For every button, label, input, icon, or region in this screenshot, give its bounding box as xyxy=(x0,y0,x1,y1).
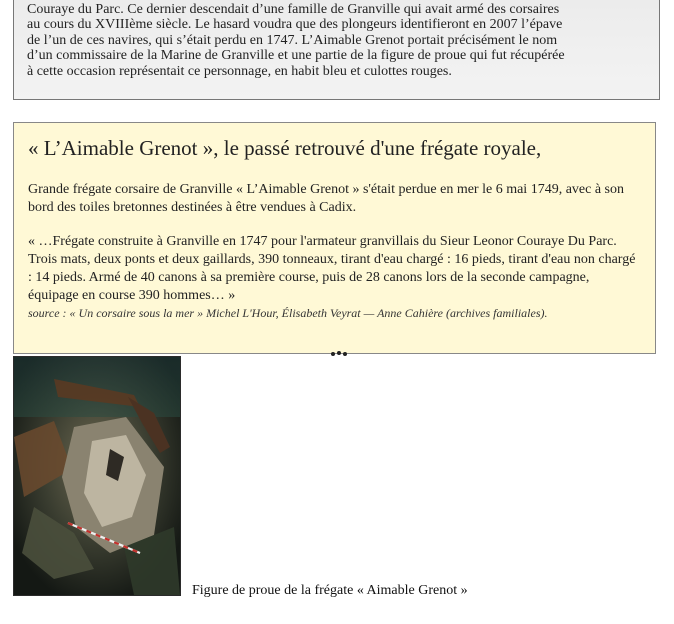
excerpt-line: d’un commissaire de la Marine de Granville et une partie de la figure de proue qui fut récupérée xyxy=(27,48,565,64)
separator-dots xyxy=(330,351,348,357)
figurehead-photo xyxy=(13,356,181,596)
excerpt-line: au cours du XVIIIème siècle. Le hasard voudra que des plongeurs identifieront en 2007 l’épave xyxy=(27,17,563,33)
figure-caption: Figure de proue de la frégate « Aimable Grenot » xyxy=(192,583,468,598)
scanned-book-excerpt xyxy=(13,0,660,100)
article-box xyxy=(13,122,656,354)
article-intro: Grande frégate corsaire de Granville « L’Aimable Grenot » s'était perdue en mer le 6 mai 1749, avec à son bord des toiles bretonnes destinées à être vendues à Cadix. xyxy=(28,182,624,215)
article-source: source : « Un corsaire sous la mer » Michel L'Hour, Élisabeth Veyrat — Anne Cahière (archives familiales). xyxy=(28,306,548,320)
excerpt-line: de l’un de ces navires, qui s’était perdu en 1747. L’Aimable Grenot portait précisément le nom xyxy=(27,32,558,48)
excerpt-line: à cette occasion représentait ce personnage, en habit bleu et culottes rouges. xyxy=(27,63,452,79)
article-title: « L’Aimable Grenot », le passé retrouvé d'une frégate royale, xyxy=(28,136,542,160)
excerpt-line: Couraye du Parc. Ce dernier descendait d’une famille de Granville qui avait armé des corsaires xyxy=(27,2,560,17)
article-quote: « …Frégate construite à Granville en 1747 pour l'armateur granvillais du Sieur Leonor Couraye Du Parc. Trois mats, deux ponts et deux gaillards, 390 tonneaux, tirant d'eau chargé : 16 pieds, tirant d'eau non chargé : 14 pieds. Armé de 40 canons à sa première course, puis de 28 canons lors de la seconde campagne, équipage en course 390 hommes… » xyxy=(28,234,636,303)
